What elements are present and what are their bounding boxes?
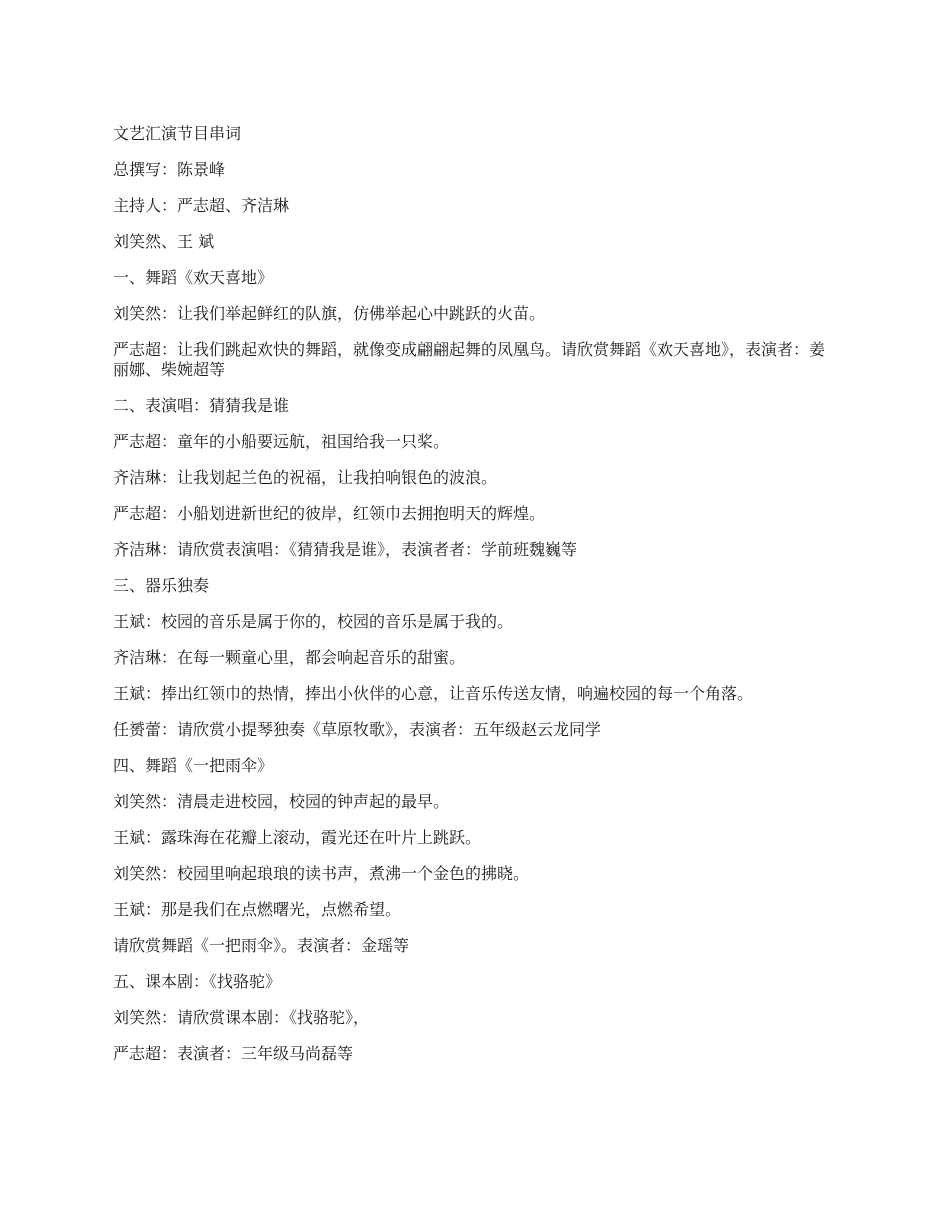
dialogue-line: 请欣赏舞蹈《一把雨伞》。表演者：金瑶等 bbox=[113, 936, 410, 955]
section-heading: 二、表演唱：猜猜我是谁 bbox=[113, 396, 290, 415]
section-heading: 五、课本剧：《找骆驼》 bbox=[113, 972, 282, 991]
dialogue-line: 王斌：校园的音乐是属于你的，校园的音乐是属于我的。 bbox=[113, 612, 514, 631]
dialogue-line: 齐洁琳：在每一颗童心里，都会响起音乐的甜蜜。 bbox=[113, 648, 466, 667]
dialogue-line: 刘笑然：校园里响起琅琅的读书声，煮沸一个金色的拂晓。 bbox=[113, 864, 530, 883]
dialogue-line: 严志超：小船划进新世纪的彼岸，红领巾去拥抱明天的辉煌。 bbox=[113, 504, 546, 523]
section-heading: 三、器乐独奏 bbox=[113, 576, 210, 595]
dialogue-line: 王斌：捧出红领巾的热情，捧出小伙伴的心意，让音乐传送友情，响遍校园的每一个角落。 bbox=[113, 684, 754, 703]
section-heading: 四、舞蹈《一把雨伞》 bbox=[113, 756, 274, 775]
dialogue-line: 齐洁琳：让我划起兰色的祝福，让我拍响银色的波浪。 bbox=[113, 468, 498, 487]
hosts-line: 主持人：严志超、齐洁琳 bbox=[113, 196, 290, 215]
dialogue-line: 王斌：那是我们在点燃曙光，点燃希望。 bbox=[113, 900, 402, 919]
dialogue-line: 任赟蕾：请欣赏小提琴独奏《草原牧歌》，表演者：五年级赵云龙同学 bbox=[113, 720, 602, 739]
section-heading: 一、舞蹈《欢天喜地》 bbox=[113, 268, 274, 287]
dialogue-line: 刘笑然：请欣赏课本剧：《找骆驼》， bbox=[113, 1008, 370, 1027]
dialogue-line: 刘笑然：让我们举起鲜红的队旗，仿佛举起心中跳跃的火苗。 bbox=[113, 304, 546, 323]
dialogue-line: 刘笑然：清晨走进校园，校园的钟声起的最早。 bbox=[113, 792, 450, 811]
hosts-line-2: 刘笑然、王 斌 bbox=[113, 232, 215, 251]
document-body bbox=[113, 124, 833, 1080]
document-title: 文艺汇演节目串词 bbox=[113, 124, 242, 143]
dialogue-line: 严志超：让我们跳起欢快的舞蹈，就像变成翩翩起舞的凤凰鸟。请欣赏舞蹈《欢天喜地》，表演者：姜丽娜、柴婉超等 bbox=[113, 340, 826, 379]
dialogue-line: 严志超：表演者：三年级马尚磊等 bbox=[113, 1044, 354, 1063]
dialogue-line: 齐洁琳：请欣赏表演唱：《猜猜我是谁》，表演者者：学前班魏巍等 bbox=[113, 540, 578, 559]
dialogue-line: 王斌：露珠海在花瓣上滚动，霞光还在叶片上跳跃。 bbox=[113, 828, 482, 847]
author-line: 总撰写：陈景峰 bbox=[113, 160, 226, 179]
dialogue-line: 严志超：童年的小船要远航，祖国给我一只桨。 bbox=[113, 432, 450, 451]
